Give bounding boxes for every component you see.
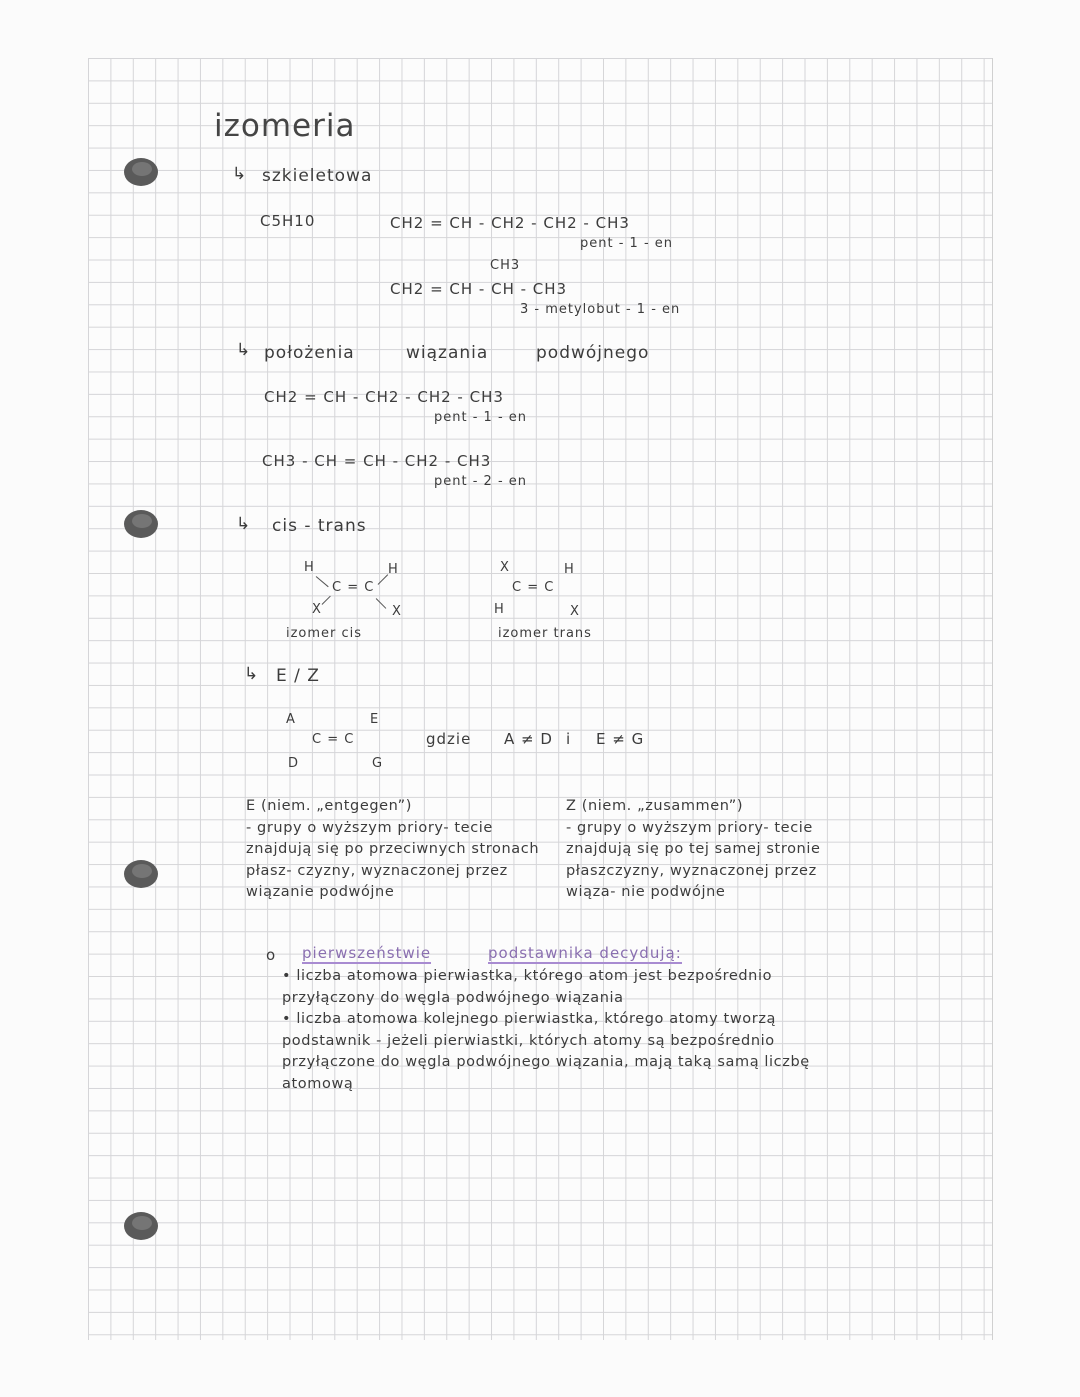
atom-label: H [388, 562, 399, 577]
page-title: izomeria [214, 108, 356, 144]
atom-label: H [494, 602, 505, 617]
z-definition [566, 796, 846, 904]
punch-hole [124, 510, 158, 538]
e-text: - grupy o wyższym priory- tecie znajdują się po przeciwnych stronach płasz- czyzny, wyznaczonej przez wiązanie podwójne [246, 819, 540, 900]
section-heading-wiazania: wiązania [406, 343, 489, 363]
condition-a-d: A ≠ D [504, 730, 553, 748]
arrow-icon: ↳ [244, 664, 260, 684]
priority-rules [282, 966, 812, 1095]
section-heading-polozenia: położenia [264, 343, 355, 363]
atom-label: X [570, 604, 580, 619]
molecule-pent-2-en: CH3 - CH = CH - CH2 - CH3 [262, 452, 492, 470]
condition-e-g: E ≠ G [596, 730, 645, 748]
z-title: Z (niem. „zusammen”) [566, 798, 744, 814]
molecule-pent-1-en: CH2 = CH - CH2 - CH2 - CH3 [390, 214, 630, 232]
double-bond: C = C [312, 732, 355, 747]
arrow-icon: ↳ [232, 164, 248, 184]
atom-label: X [392, 604, 402, 619]
double-bond: C = C [332, 580, 375, 595]
gdzie-label: gdzie [426, 730, 472, 748]
bullet-circle: o [266, 946, 277, 964]
atom-label: H [304, 560, 315, 575]
e-title: E (niem. „entgegen”) [246, 798, 413, 814]
molecule-3-metylobut-1-en: CH2 = CH - CH - CH3 [390, 280, 568, 298]
priority-rule-2: • liczba atomowa kolejnego pierwiastka, którego atomy tworzą podstawnik - jeżeli pierwiastki, których atomy są bezpośrednio przyłączone do węgla podwójnego wiązania, mają taką samą liczbę atomową [282, 1011, 810, 1092]
punch-hole [124, 860, 158, 888]
double-bond: C = C [512, 580, 555, 595]
atom-label: A [286, 712, 296, 727]
molecule-name: 3 - metylobut - 1 - en [520, 302, 681, 317]
atom-label: X [500, 560, 510, 575]
punch-hole [124, 1212, 158, 1240]
section-heading-ez: E / Z [276, 666, 320, 686]
isomer-caption: izomer cis [286, 626, 363, 641]
atom-label: D [288, 756, 300, 771]
section-heading-szkieletowa: szkieletowa [262, 166, 373, 186]
priority-heading-1: pierwszeństwie [302, 944, 432, 962]
atom-label: X [312, 602, 322, 617]
e-definition [246, 796, 546, 904]
molecule-pent-1-en: CH2 = CH - CH2 - CH2 - CH3 [264, 388, 504, 406]
priority-heading-2: podstawnika decydują: [488, 944, 682, 962]
z-text: - grupy o wyższym priory- tecie znajdują się po tej samej stronie płaszczyzny, wyznaczonej przez wiąza- nie podwójne [566, 819, 821, 900]
section-heading-cis-trans: cis - trans [272, 516, 367, 536]
priority-rule-1: • liczba atomowa pierwiastka, którego atom jest bezpośrednio przyłączony do węgla podwójnego wiązania [282, 968, 773, 1006]
branch-group: CH3 [490, 258, 521, 273]
section-heading-podwojnego: podwójnego [536, 343, 650, 363]
molecule-name: pent - 2 - en [434, 474, 528, 489]
atom-label: H [564, 562, 575, 577]
isomer-caption: izomer trans [498, 626, 592, 641]
atom-label: E [370, 712, 380, 727]
atom-label: G [372, 756, 384, 771]
conjunction: i [566, 730, 572, 748]
grid-paper [88, 58, 993, 1340]
molecule-name: pent - 1 - en [580, 236, 674, 251]
molecular-formula: C5H10 [260, 212, 316, 230]
punch-hole [124, 158, 158, 186]
arrow-icon: ↳ [236, 514, 252, 534]
arrow-icon: ↳ [236, 340, 252, 360]
molecule-name: pent - 1 - en [434, 410, 528, 425]
